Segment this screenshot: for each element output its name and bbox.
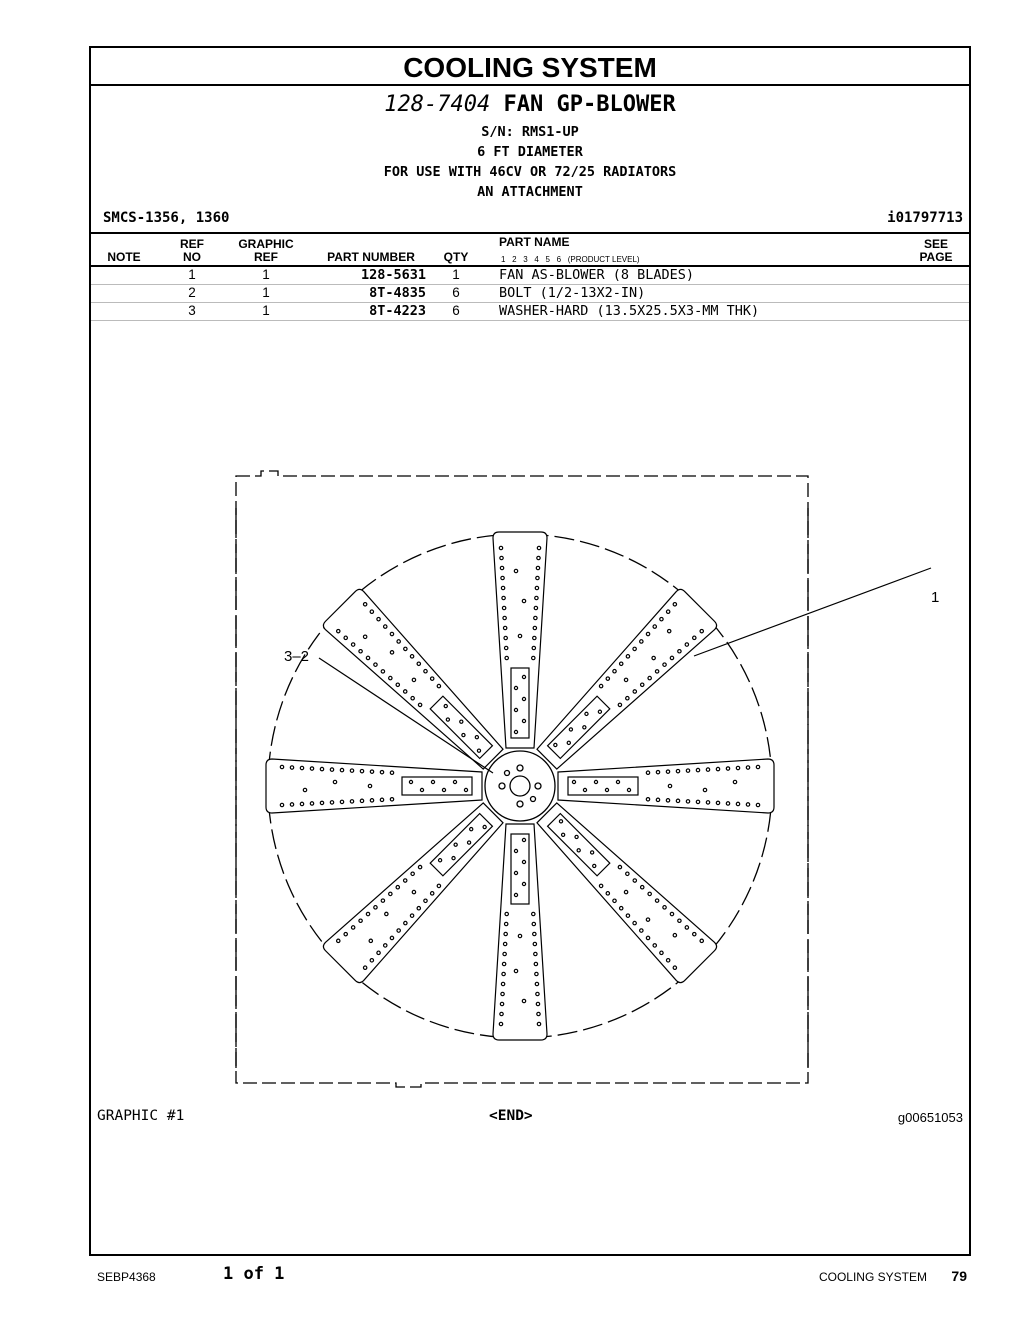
group-name: FAN GP-BLOWER [503,92,676,117]
fan-blade [528,587,719,778]
fan-blade [321,587,512,778]
header-ref-top: REF [180,237,204,251]
end-marker: <END> [489,1108,533,1124]
group-note-diameter: 6 FT DIAMETER [477,144,583,160]
header-note: NOTE [107,250,141,264]
header-part-number: PART NUMBER [327,250,415,264]
fan-blade [528,794,719,985]
fan-blade [321,794,512,985]
graphic-id: g00651053 [897,1110,963,1125]
row3-graphic: 1 [262,303,270,318]
header-product-levels: 1 2 3 4 5 6 (PRODUCT LEVEL) [501,255,640,264]
group-note-radiators: FOR USE WITH 46CV OR 72/25 RADIATORS [383,164,677,180]
header-graphic-bottom: REF [254,250,278,264]
illustration-id: i01797713 [887,210,963,226]
row3-qty: 6 [452,303,460,318]
row1-qty: 1 [452,267,460,282]
header-see-top: SEE [923,237,948,251]
row2-qty: 6 [452,285,460,300]
row3-part-name: WASHER-HARD (13.5X25.5X3-MM THK) [499,303,760,319]
serial-range: S/N: RMS1-UP [481,124,579,140]
header-ref-bottom: NO [183,250,201,264]
fan-blade [493,532,547,748]
footer-doc-number: SEBP4368 [97,1270,156,1284]
fan-blade [493,824,547,1040]
row3-ref: 3 [188,303,196,318]
section-title: COOLING SYSTEM [91,48,969,86]
header-see-bottom: PAGE [919,250,953,264]
row1-graphic: 1 [262,267,270,282]
row2-part-number: 8T-4835 [369,285,426,301]
group-part-number: 128-7404 [384,92,491,117]
group-title [91,92,969,117]
callout-3-2: 3–2 [284,648,310,665]
fan-blower-drawing [231,468,940,1093]
header-qty: QTY [443,250,469,264]
footer-page-of: 1 of 1 [223,1264,285,1284]
row1-part-number: 128-5631 [360,267,426,283]
footer-section: COOLING SYSTEM [818,1270,927,1284]
row2-graphic: 1 [262,285,270,300]
header-part-name: PART NAME [499,235,570,249]
row1-ref: 1 [188,267,196,282]
fan-blade [266,759,482,813]
header-graphic-top: GRAPHIC [238,237,294,251]
row-divider [91,320,969,321]
footer-page-number: 79 [951,1268,967,1284]
group-note-attachment: AN ATTACHMENT [477,184,583,200]
fan-blade [558,759,774,813]
row3-part-number: 8T-4223 [369,303,426,319]
row2-ref: 2 [188,285,196,300]
row2-part-name: BOLT (1/2-13X2-IN) [499,285,646,301]
row1-part-name: FAN AS-BLOWER (8 BLADES) [499,267,695,283]
graphic-label: GRAPHIC #1 [97,1108,185,1124]
page-frame [89,46,971,1256]
table-top-rule [91,232,969,234]
smcs-codes: SMCS-1356, 1360 [103,210,230,226]
callout-1: 1 [931,589,940,606]
